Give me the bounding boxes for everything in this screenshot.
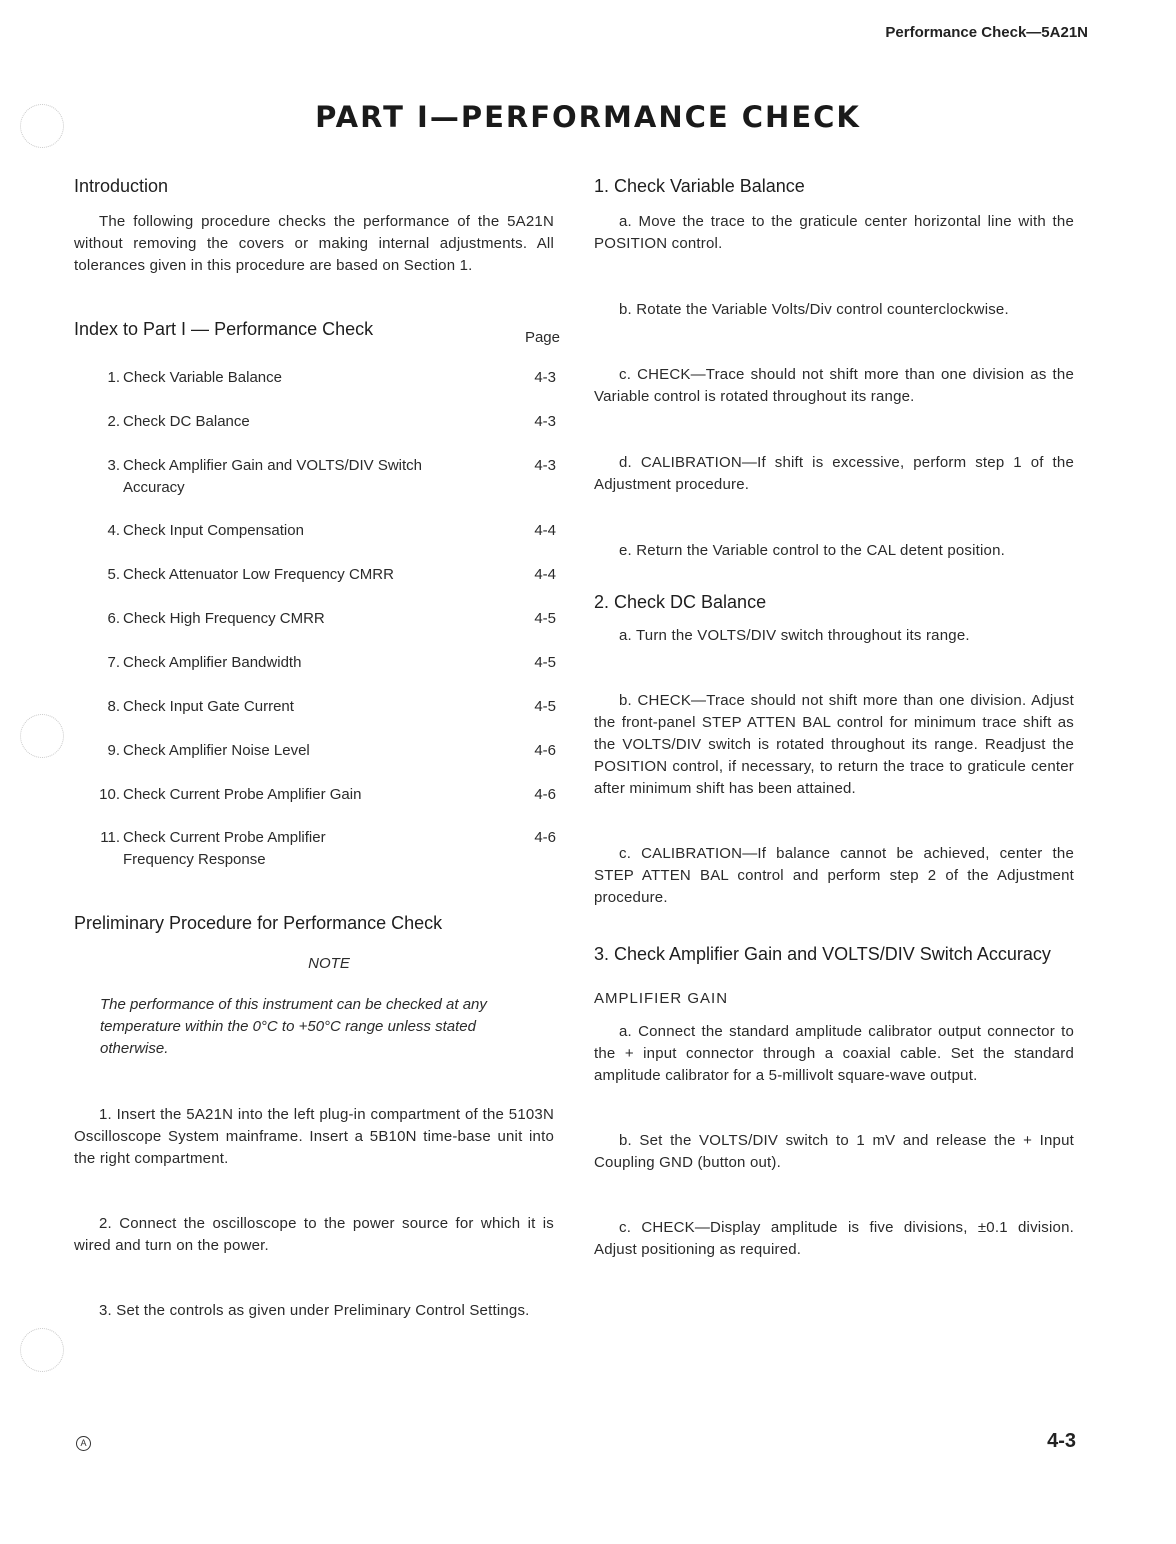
step-3b: b. Set the VOLTS/DIV switch to 1 mV and release the + Input Coupling GND (button out). bbox=[594, 1132, 1074, 1171]
index-item: 1. Check Variable Balance 4-3 bbox=[107, 369, 556, 386]
amplifier-gain-subheading: AMPLIFIER GAIN bbox=[594, 990, 729, 1007]
index-item: 7. Check Amplifier Bandwidth 4-5 bbox=[107, 654, 556, 671]
step-1c: c. CHECK—Trace should not shift more than one division as the Variable control is rotated throughout its range. bbox=[594, 366, 1074, 405]
index-item: 6. Check High Frequency CMRR 4-5 bbox=[107, 610, 556, 627]
page-number: 4-3 bbox=[1047, 1430, 1076, 1452]
index-item: 3. Check Amplifier Gain and VOLTS/DIV Switch Accuracy 4-3 bbox=[107, 457, 556, 496]
step-2-heading: 2. Check DC Balance bbox=[594, 592, 767, 612]
preliminary-procedure-heading: Preliminary Procedure for Performance Check bbox=[74, 913, 443, 933]
preliminary-step-3: 3. Set the controls as given under Preliminary Control Settings. bbox=[99, 1302, 530, 1319]
introduction-text: The following procedure checks the performance of the 5A21N without removing the covers or making internal adjustments. All tolerances given in this procedure are based on Section 1. bbox=[74, 213, 554, 274]
right-column bbox=[594, 176, 1074, 1261]
step-2c: c. CALIBRATION—If balance cannot be achieved, center the STEP ATTEN BAL control and perform step 2 of the Adjustment procedure. bbox=[594, 845, 1074, 906]
index-item: 9. Check Amplifier Noise Level 4-6 bbox=[107, 742, 556, 759]
index-item: 10. Check Current Probe Amplifier Gain 4-6 bbox=[99, 786, 556, 803]
left-column bbox=[74, 176, 560, 1322]
step-3c: c. CHECK—Display amplitude is five divisions, ±0.1 division. Adjust positioning as required. bbox=[594, 1219, 1074, 1258]
step-2a: a. Turn the VOLTS/DIV switch throughout its range. bbox=[619, 627, 970, 644]
running-head: Performance Check—5A21N bbox=[885, 24, 1088, 41]
page-column-label: Page bbox=[524, 329, 560, 346]
note-text: The performance of this instrument can be checked at any temperature within the 0°C to +50°C range unless stated otherwise. bbox=[100, 996, 487, 1057]
index-header bbox=[74, 319, 560, 357]
index-list bbox=[74, 367, 554, 871]
step-1d: d. CALIBRATION—If shift is excessive, perform step 1 of the Adjustment procedure. bbox=[594, 454, 1074, 493]
index-item: 8. Check Input Gate Current 4-5 bbox=[107, 698, 556, 715]
index-heading: Index to Part I — Performance Check bbox=[74, 319, 374, 339]
punch-hole-middle bbox=[20, 714, 64, 758]
revision-mark-icon: A bbox=[76, 1436, 91, 1451]
step-1a: a. Move the trace to the graticule center horizontal line with the POSITION control. bbox=[594, 213, 1074, 252]
note-label: NOTE bbox=[308, 955, 350, 972]
index-item: 4. Check Input Compensation 4-4 bbox=[107, 522, 556, 539]
step-3-heading: 3. Check Amplifier Gain and VOLTS/DIV Switch Accuracy bbox=[594, 944, 1051, 964]
index-item: 11. Check Current Probe Amplifier Frequency Response 4-6 bbox=[100, 829, 556, 868]
index-item: 2. Check DC Balance 4-3 bbox=[107, 413, 556, 430]
punch-hole-bottom bbox=[20, 1328, 64, 1372]
index-item: 5. Check Attenuator Low Frequency CMRR 4-4 bbox=[107, 566, 556, 583]
step-3a: a. Connect the standard amplitude calibrator output connector to the + input connector through a coaxial cable. Set the standard amplitude calibrator for a 5-millivolt square-wave output. bbox=[594, 1023, 1074, 1084]
step-1-heading: 1. Check Variable Balance bbox=[594, 176, 805, 196]
preliminary-step-1: 1. Insert the 5A21N into the left plug-in compartment of the 5103N Oscilloscope System mainframe. Insert a 5B10N time-base unit into the right compartment. bbox=[74, 1106, 554, 1167]
step-1e: e. Return the Variable control to the CAL detent position. bbox=[619, 542, 1005, 559]
step-2b: b. CHECK—Trace should not shift more than one division. Adjust the front-panel STEP ATTEN BAL control for minimum trace shift as the VOLTS/DIV switch is rotated throughout its range. Readjust the POSITION control, if necessary, to return the trace to graticule center after minimum shift has been attained. bbox=[594, 692, 1074, 797]
preliminary-step-2: 2. Connect the oscilloscope to the power source for which it is wired and turn on the power. bbox=[74, 1215, 554, 1254]
introduction-heading: Introduction bbox=[74, 176, 169, 196]
page-title: PART I—PERFORMANCE CHECK bbox=[315, 100, 861, 134]
step-1b: b. Rotate the Variable Volts/Div control counterclockwise. bbox=[619, 301, 1009, 318]
